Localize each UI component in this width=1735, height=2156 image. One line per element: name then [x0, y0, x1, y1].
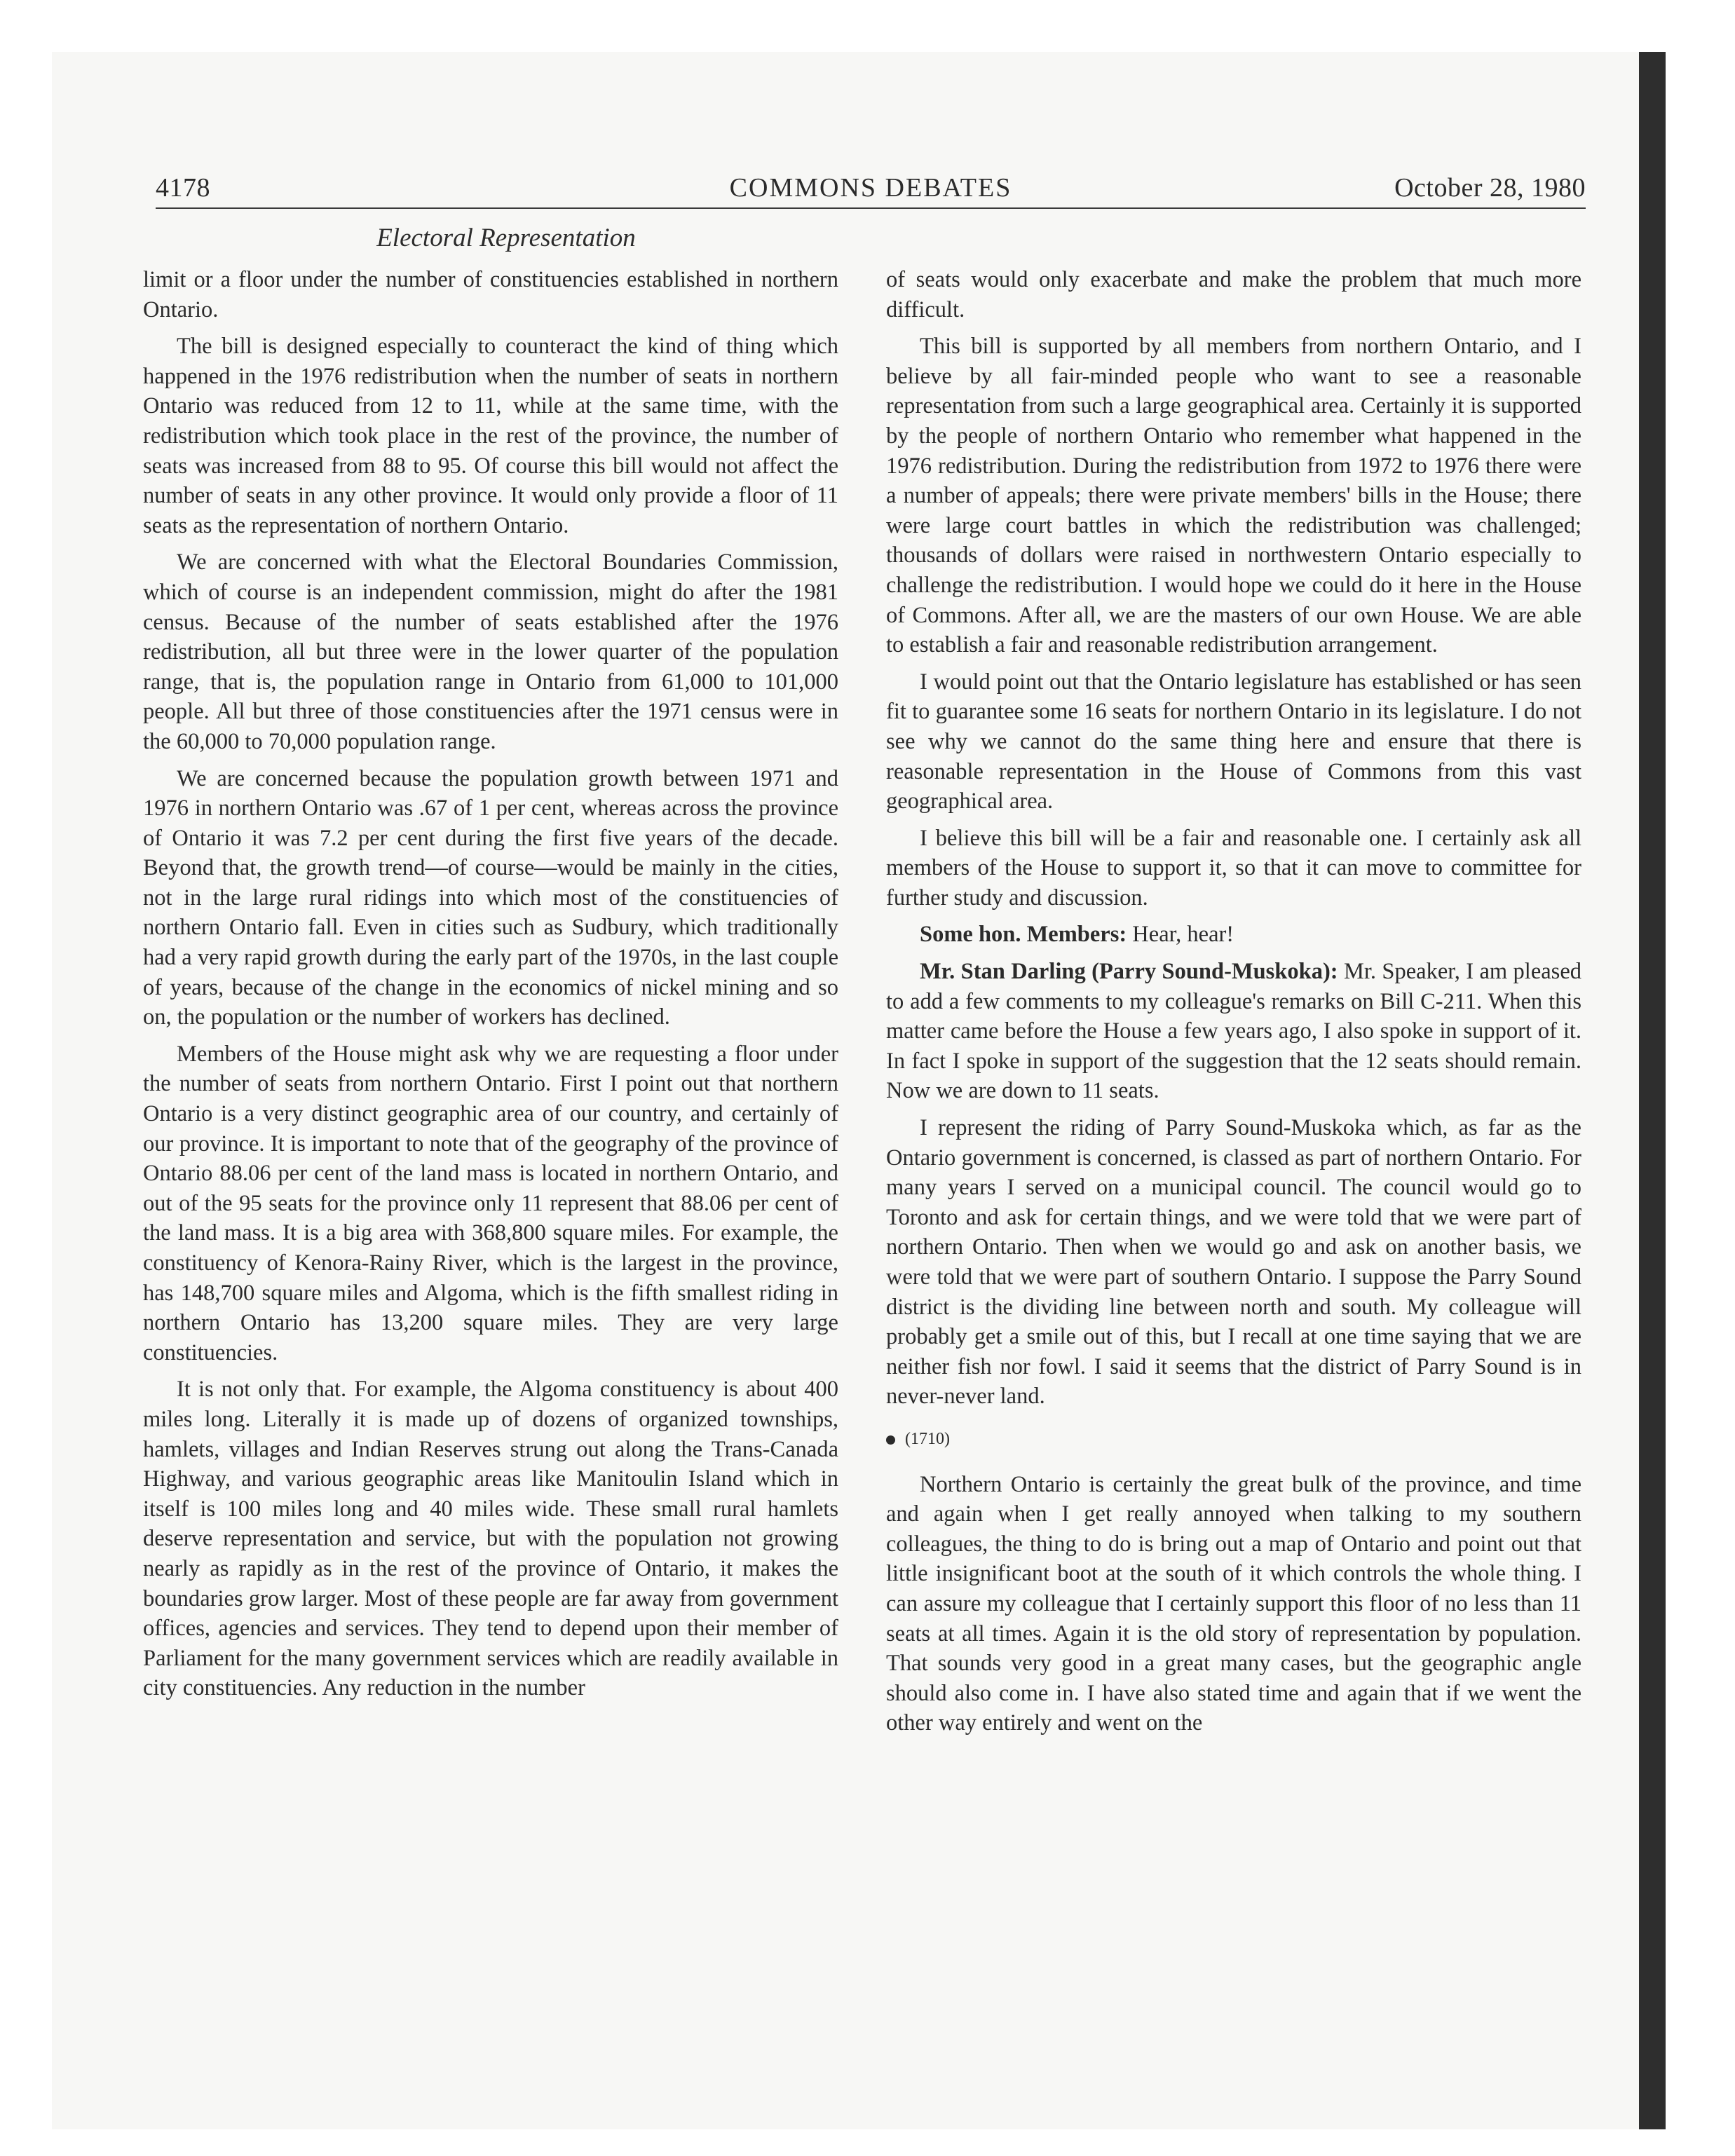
paragraph: We are concerned because the population growth between 1971 and 1976 in northern Ontario was .67 of 1 per cent, whereas across the province of Ontario it was 7.2 per cent during the first five years of the decade. Beyond that, the growth trend—of course—would be mainly in the cities, not in the large rural ridings into which most of the constituencies of northern Ontario fall. Even in cities such as Sudbury, which traditionally had a very rapid growth during the early part of the 1970s, in the last couple of years, because of the change in the economics of nickel mining and so on, the population or the number of workers has declined.: [143, 765, 838, 1030]
sitting-date: October 28, 1980: [1394, 173, 1586, 203]
interjection-text: Hear, hear!: [1132, 922, 1234, 948]
paragraph: This bill is supported by all members from northern Ontario, and I believe by all fair-minded people who want to see a reasonable representation from such a large geographical area. Certainly it is supported by the people of northern Ontario who remember what happened in the 1976 redistribution. During the redistribution from 1972 to 1976 there were a number of appeals; there were private members' bills in the House; there were large court battles in which the redistribution was challenged; thousands of dollars were raised in northwestern Ontario especially to challenge the redistribution. I would hope we could do it here in the House of Commons. After all, we are the masters of our own House. We are able to establish a fair and reasonable redistribution arrangement.: [886, 334, 1581, 658]
paragraph: Northern Ontario is certainly the great bulk of the province, and time and again when I get really annoyed when talking to my southern colleagues, the thing to do is bring out a map of Ontario and point out that little insignificant boot at the south of it which controls the whole thing. I can assure my colleague that I certainly support this floor of no less than 11 seats at all times. Again it is the old story of representation by population. That sounds very good in a great many cases, but the geographic angle should also come in. I have also stated time and again that if we went the other way entirely and went on the: [886, 1471, 1581, 1736]
interjection: [886, 920, 1581, 950]
speaker-name: Mr. Stan Darling (Parry Sound-Muskoka):: [920, 959, 1338, 985]
paragraph: We are concerned with what the Electoral Boundaries Commission, which of course is an independent commission, might do after the 1981 census. Because of the number of seats established after the 1976 redistribution, all but three were in the lower quarter of the population range, that is, the population range in Ontario from 61,000 to 101,000 people. All but three of those constituencies after the 1971 census were in the 60,000 to 70,000 population range.: [143, 550, 838, 754]
speaker-name: Some hon. Members:: [920, 922, 1127, 948]
paragraph: of seats would only exacerbate and make the problem that much more difficult.: [886, 267, 1581, 322]
binding-edge: [1639, 52, 1666, 2129]
time-marker: [886, 1424, 1581, 1454]
speech-text: Mr. Speaker, I am pleased to add a few comments to my colleague's remarks on Bill C-211. When this matter came before the House a few years ago, I also spoke in support of it. In fact I spoke in support of the suggestion that the 12 seats should remain. Now we are down to 11 seats.: [886, 959, 1581, 1104]
paragraph: I believe this bill will be a fair and reasonable one. I certainly ask all members of the House to support it, so that it can move to committee for further study and discussion.: [886, 825, 1581, 910]
timestamp-text: (1710): [905, 1429, 950, 1448]
page-number: 4178: [156, 173, 210, 203]
paragraph: I would point out that the Ontario legislature has established or has seen fit to guarantee some 16 seats for northern Ontario in its legislature. I do not see why we cannot do the same thing here and ensure that there is reasonable representation in the House of Commons from this vast geographical area.: [886, 669, 1581, 814]
journal-title: COMMONS DEBATES: [729, 173, 1012, 203]
paragraph: Members of the House might ask why we are requesting a floor under the number of seats from northern Ontario. First I point out that northern Ontario is a very distinct geographic area of our country, and certainly of our province. It is important to note that of the geography of the province of Ontario 88.06 per cent of the land mass is located in northern Ontario, and out of the 95 seats for the province only 11 represent that 88.06 per cent of the land mass. It is a big area with 368,800 square miles. For example, the constituency of Kenora-Rainy River, which is the largest in the province, has 148,700 square miles and Algoma, which is the fifth smallest riding in northern Ontario has 13,200 square miles. They are very large constituencies.: [143, 1041, 838, 1365]
section-title: Electoral Representation: [376, 224, 636, 252]
paragraph: I represent the riding of Parry Sound-Muskoka which, as far as the Ontario government is concerned, is classed as part of northern Ontario. For many years I served on a municipal council. The council would go to Toronto and ask for certain things, and we were told that we were part of northern Ontario. Then when we would go and ask on another basis, we were told that we were part of southern Ontario. I suppose the Parry Sound district is the dividing line between north and south. My colleague will probably get a smile out of this, but I recall at one time saying that we are neither fish nor fowl. I said it seems that the district of Parry Sound is in never-never land.: [886, 1115, 1581, 1410]
paragraph: limit or a floor under the number of constituencies established in northern Ontario.: [143, 267, 838, 322]
paragraph: It is not only that. For example, the Algoma constituency is about 400 miles long. Literally it is made up of dozens of organized townships, hamlets, villages and Indian Reserves strung out along the Trans-Canada Highway, and various geographic areas like Manitoulin Island which in itself is 100 miles long and 40 miles wide. These small rural hamlets deserve representation and service, but with the population not growing nearly as rapidly as in the rest of the province of Ontario, it makes the boundaries grow larger. Most of these people are far away from government offices, agencies and services. They tend to depend upon their member of Parliament for the many government services which are readily available in city constituencies. Any reduction in the number: [143, 1377, 838, 1701]
bullet-icon: [886, 1435, 895, 1445]
left-column: [143, 265, 838, 1710]
paragraph: The bill is designed especially to counteract the kind of thing which happened in the 1976 redistribution when the number of seats in northern Ontario was reduced from 12 to 11, while at the same time, with the redistribution which took place in the rest of the province, the number of seats was increased from 88 to 95. Of course this bill would not affect the number of seats in any other province. It would only provide a floor of 11 seats as the representation of northern Ontario.: [143, 334, 838, 538]
speech-opening: [886, 957, 1581, 1106]
right-column: [886, 265, 1581, 1745]
running-header: [156, 174, 1586, 209]
